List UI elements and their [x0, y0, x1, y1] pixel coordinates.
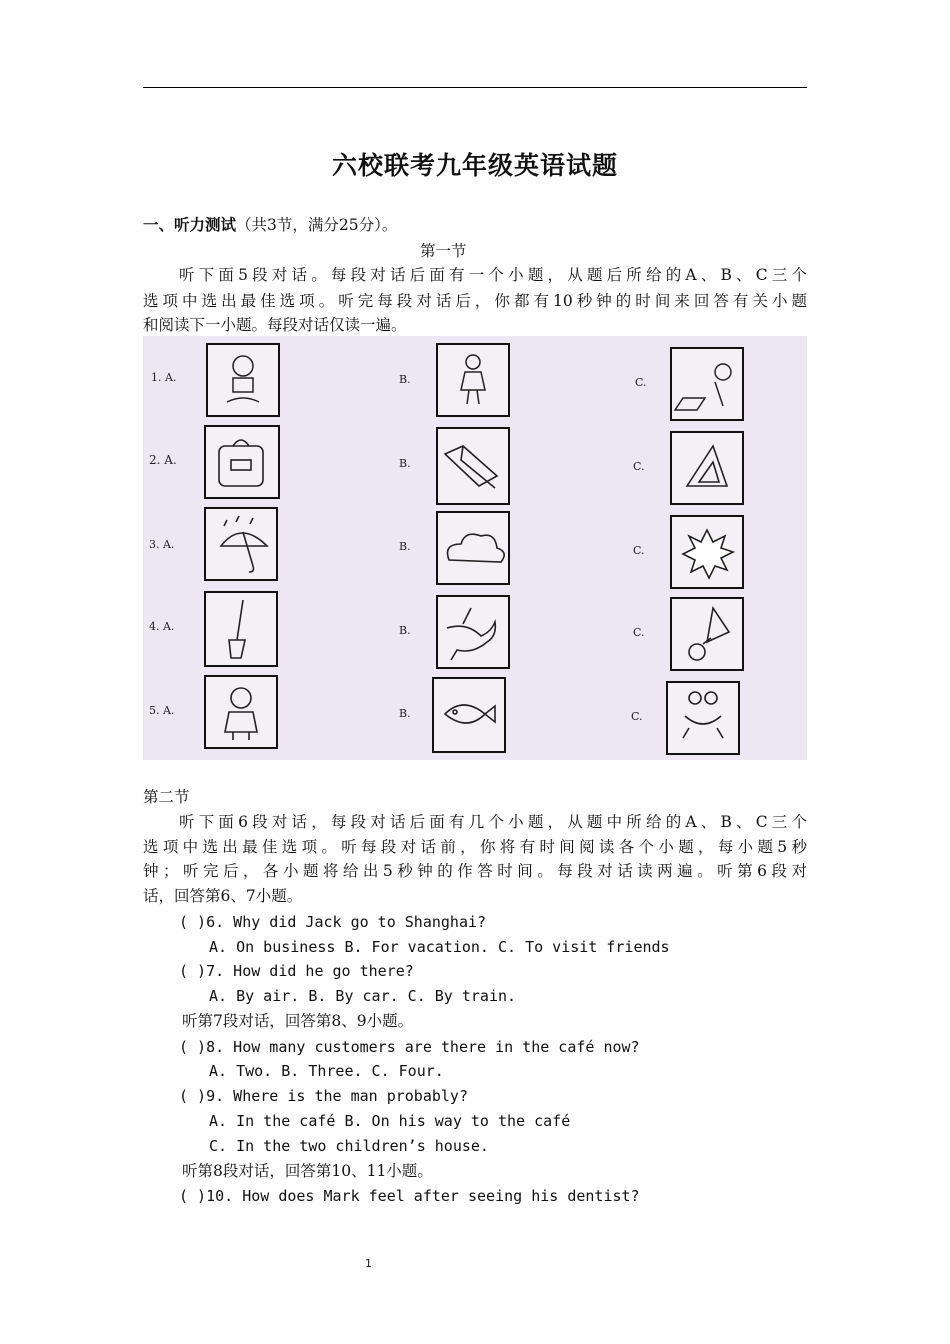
dialogue-7-instruction: 听第7段对话，回答第8、9小题。 [182, 1012, 414, 1030]
option-label: 1. A. [151, 371, 177, 384]
option-label: C. [633, 626, 645, 639]
question-7-options: A. By air. B. By car. C. By train. [209, 987, 517, 1005]
option-1c-frame [671, 348, 743, 420]
option-label: B. [399, 707, 411, 720]
section-heading-label: 一、听力测试 [143, 216, 237, 234]
part1-heading: 第一节 [420, 242, 467, 260]
option-label: C. [633, 460, 645, 473]
part1-instruction-line: 听下面5段对话。每段对话后面有一个小题，从题后所给的A、B、C三个 [179, 266, 807, 284]
picture-options-scan [143, 336, 807, 760]
part2-heading: 第二节 [143, 788, 190, 806]
option-label: 4. A. [149, 620, 175, 633]
option-5c-frame [667, 682, 739, 754]
option-label: B. [399, 457, 411, 470]
option-label: B. [399, 624, 411, 637]
option-label: 2. A. [149, 453, 177, 467]
option-label: C. [633, 544, 645, 557]
option-2b-frame [437, 428, 509, 504]
option-label: 3. A. [149, 538, 175, 551]
question-10: ( )10. How does Mark feel after seeing his dentist? [179, 1187, 640, 1205]
option-4c-frame [671, 598, 743, 670]
page-number: 1 [365, 1257, 372, 1270]
part2-instruction-line: 钟；听完后，各小题将给出5秒钟的作答时间。每段对话读两遍。听第6段对 [143, 862, 807, 880]
option-label: B. [399, 373, 411, 386]
option-2a-frame [205, 426, 279, 498]
option-1a-frame [207, 344, 279, 416]
option-label: C. [631, 710, 643, 723]
dialogue-8-instruction: 听第8段对话，回答第10、11小题。 [182, 1162, 433, 1180]
exam-title: 六校联考九年级英语试题 [331, 151, 618, 180]
option-2c-frame [671, 432, 743, 504]
question-8: ( )8. How many customers are there in the café now? [179, 1038, 640, 1056]
section-heading [143, 218, 397, 234]
question-9-options-ab: A. In the café B. On his way to the café [209, 1112, 571, 1130]
part2-instruction-line: 话，回答第6、7小题。 [143, 887, 303, 905]
section-heading-detail: （共3节，满分25分）。 [236, 216, 398, 234]
part2-instruction-line: 选项中选出最佳选项。听每段对话前，你将有时间阅读各个小题，每小题5秒 [143, 838, 807, 856]
option-4b-frame [437, 596, 509, 668]
part1-instruction-line: 和阅读下一小题。每段对话仅读一遍。 [143, 316, 407, 334]
part2-instruction-line: 听下面6段对话，每段对话后面有几个小题，从题中所给的A、B、C三个 [179, 813, 807, 831]
option-label: C. [635, 376, 647, 389]
question-6: ( )6. Why did Jack go to Shanghai? [179, 913, 487, 931]
picture-options-drawing [143, 336, 807, 760]
option-label: 5. A. [149, 704, 175, 717]
question-9-option-c: C. In the two children’s house. [209, 1137, 489, 1155]
header-rule [143, 87, 807, 88]
option-3a-frame [205, 508, 277, 580]
option-label: B. [399, 540, 411, 553]
question-9: ( )9. Where is the man probably? [179, 1087, 468, 1105]
part1-instruction-line: 选项中选出最佳选项。听完每段对话后，你都有10秒钟的时间来回答有关小题 [143, 292, 807, 310]
question-7: ( )7. How did he go there? [179, 962, 414, 980]
question-8-options: A. Two. B. Three. C. Four. [209, 1062, 444, 1080]
question-6-options: A. On business B. For vacation. C. To visit friends [209, 938, 670, 956]
